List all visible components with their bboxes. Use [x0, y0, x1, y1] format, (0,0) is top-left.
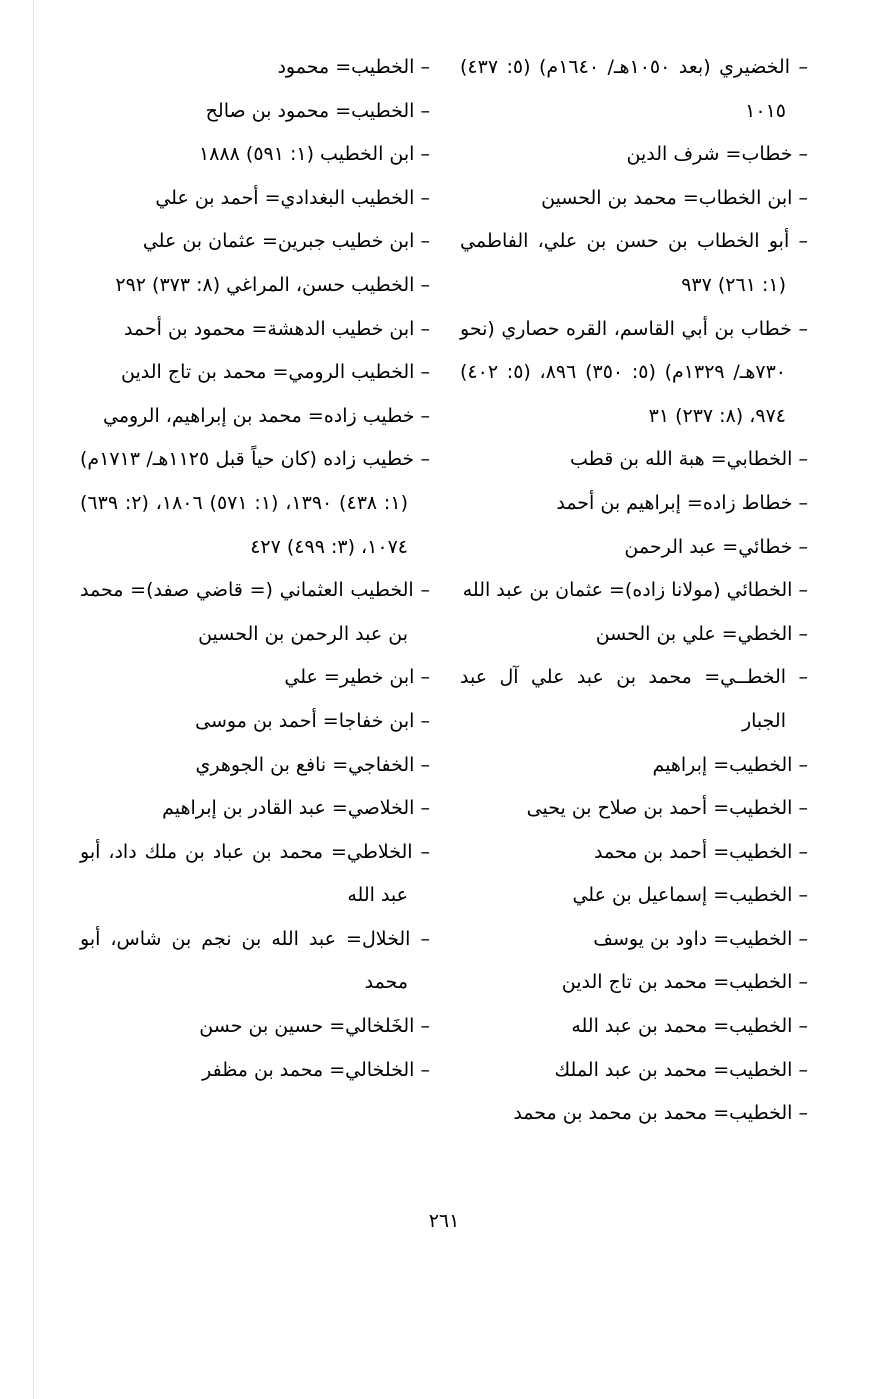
- index-entry: – ابن خطيب جبرين= عثمان بن علي: [80, 220, 430, 264]
- index-entry: – الخطيب= إسماعيل بن علي: [460, 874, 808, 918]
- index-entry: – خطائي= عبد الرحمن: [460, 526, 808, 570]
- index-entry: – ابن خطيب الدهشة= محمود بن أحمد: [80, 308, 430, 352]
- index-entry: – الخطيب= محمد بن عبد الملك: [460, 1049, 808, 1093]
- index-entry: – الخطــي= محمد بن عبد علي آل عبد الجبار: [460, 656, 808, 743]
- index-entry: – خطيب زاده (كان حياً قبل ١١٢٥هـ/ ١٧١٣م) (١: ٤٣٨) ١٣٩٠، (١: ٥٧١) ١٨٠٦، (٢: ٦٣٩) ١٠٧٤، (٣: ٤٩٩) ٤٢٧: [80, 438, 430, 569]
- scan-edge-line: [33, 0, 34, 1399]
- index-column-left: [80, 46, 430, 1092]
- index-entry: – الخطيب= محمود: [80, 46, 430, 90]
- index-entry: – الخطيب حسن، المراغي (٨: ٣٧٣) ٢٩٢: [80, 264, 430, 308]
- index-entry: – الخطيب الرومي= محمد بن تاج الدين: [80, 351, 430, 395]
- index-entry: – الخطيب= محمد بن تاج الدين: [460, 961, 808, 1005]
- index-entry: – خطاط زاده= إبراهيم بن أحمد: [460, 482, 808, 526]
- index-entry: – الخلخالي= محمد بن مظفر: [80, 1049, 430, 1093]
- index-entry: – الخطيب العثماني (= قاضي صفد)= محمد بن عبد الرحمن بن الحسين: [80, 569, 430, 656]
- index-entry: – خطيب زاده= محمد بن إبراهيم، الرومي: [80, 395, 430, 439]
- index-entry: – خطاب= شرف الدين: [460, 133, 808, 177]
- index-entry: – ابن خفاجا= أحمد بن موسى: [80, 700, 430, 744]
- index-entry: – الخطيب= إبراهيم: [460, 744, 808, 788]
- index-entry: – الخطيب البغدادي= أحمد بن علي: [80, 177, 430, 221]
- index-entry: – الخطائي (مولانا زاده)= عثمان بن عبد الله: [460, 569, 808, 613]
- index-entry: – الخفاجي= نافع بن الجوهري: [80, 744, 430, 788]
- page-number: ٢٦١: [428, 1210, 460, 1232]
- index-entry: – ابن الخطاب= محمد بن الحسين: [460, 177, 808, 221]
- index-column-right: [460, 46, 808, 1136]
- index-entry: – الخلاصي= عبد القادر بن إبراهيم: [80, 787, 430, 831]
- index-entry: – خطاب بن أبي القاسم، القره حصاري (نحو ٧٣٠هـ/ ١٣٢٩م) (٥: ٣٥٠) ٨٩٦، (٥: ٤٠٢) ٩٧٤، (٨: ٢٣٧) ٣١: [460, 308, 808, 439]
- index-entry: – الخطيب= أحمد بن محمد: [460, 831, 808, 875]
- index-entry: – الخطيب= محمود بن صالح: [80, 90, 430, 134]
- index-entry: – ابن الخطيب (١: ٥٩١) ١٨٨٨: [80, 133, 430, 177]
- index-entry: – الخلاطي= محمد بن عباد بن ملك داد، أبو عبد الله: [80, 831, 430, 918]
- index-entry: – الخَلخالي= حسين بن حسن: [80, 1005, 430, 1049]
- index-entry: – الخلال= عبد الله بن نجم بن شاس، أبو محمد: [80, 918, 430, 1005]
- index-entry: – الخطيب= محمد بن محمد بن محمد: [460, 1092, 808, 1136]
- index-entry: – الخطيب= داود بن يوسف: [460, 918, 808, 962]
- index-entry: – الخطيب= أحمد بن صلاح بن يحيى: [460, 787, 808, 831]
- index-entry: – أبو الخطاب بن حسن بن علي، الفاطمي (١: ٢٦١) ٩٣٧: [460, 220, 808, 307]
- index-entry: – الخطي= علي بن الحسن: [460, 613, 808, 657]
- index-entry: – الخضيري (بعد ١٠٥٠هـ/ ١٦٤٠م) (٥: ٤٣٧) ١٠١٥: [460, 46, 808, 133]
- index-entry: – الخطابي= هبة الله بن قطب: [460, 438, 808, 482]
- index-entry: – ابن خطير= علي: [80, 656, 430, 700]
- index-entry: – الخطيب= محمد بن عبد الله: [460, 1005, 808, 1049]
